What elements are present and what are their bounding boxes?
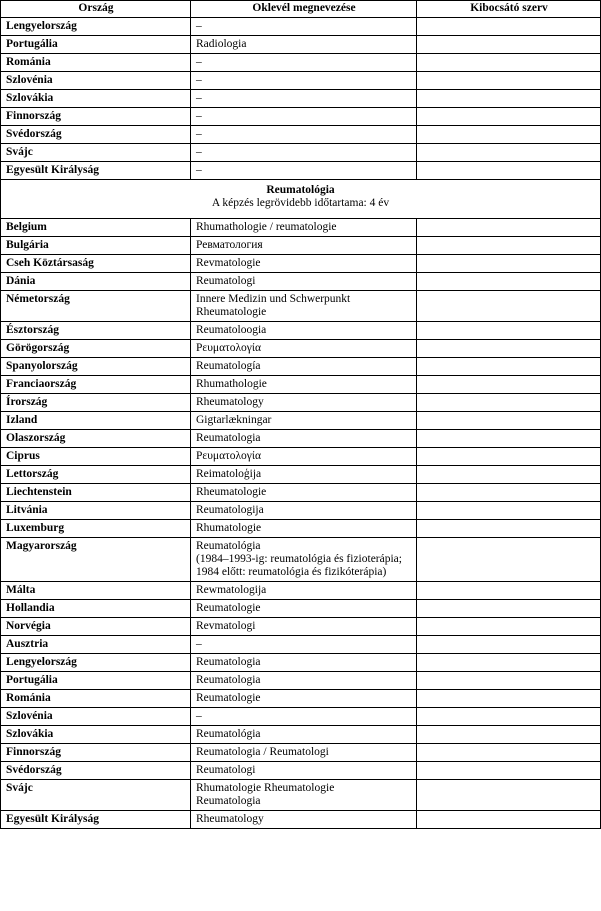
table-row: [1, 162, 601, 180]
issuer-cell: [417, 708, 601, 726]
diploma-cell: Reumatologi: [191, 762, 417, 780]
table-row: [1, 636, 601, 654]
country-cell: Svédország: [1, 126, 191, 144]
table-row: [1, 394, 601, 412]
issuer-cell: [417, 600, 601, 618]
diploma-cell: –: [191, 18, 417, 36]
country-cell: Ciprus: [1, 448, 191, 466]
table-row: [1, 520, 601, 538]
country-cell: Ausztria: [1, 636, 191, 654]
table-row: [1, 484, 601, 502]
table-row: [1, 273, 601, 291]
table-row: [1, 672, 601, 690]
country-cell: Szlovénia: [1, 708, 191, 726]
diploma-cell: Reumatologi: [191, 273, 417, 291]
table-row: [1, 237, 601, 255]
diploma-cell: Rewmatologija: [191, 582, 417, 600]
column-header-diploma: Oklevél megnevezése: [191, 1, 417, 18]
issuer-cell: [417, 340, 601, 358]
diploma-cell: Rheumatology: [191, 811, 417, 829]
country-cell: Cseh Köztársaság: [1, 255, 191, 273]
diploma-cell: –: [191, 162, 417, 180]
diploma-cell: Radiologia: [191, 36, 417, 54]
country-cell: Írország: [1, 394, 191, 412]
diploma-cell: Ρευματολογία: [191, 340, 417, 358]
table-row: [1, 376, 601, 394]
diploma-cell: Reumatologia / Reumatologi: [191, 744, 417, 762]
issuer-cell: [417, 582, 601, 600]
diploma-cell: Rhumatologie: [191, 520, 417, 538]
issuer-cell: [417, 811, 601, 829]
diploma-cell: Reumatologija: [191, 502, 417, 520]
issuer-cell: [417, 126, 601, 144]
country-cell: Lettország: [1, 466, 191, 484]
issuer-cell: [417, 654, 601, 672]
diploma-cell: Revmatologie: [191, 255, 417, 273]
table-row: [1, 811, 601, 829]
issuer-cell: [417, 538, 601, 582]
country-cell: Svájc: [1, 780, 191, 811]
diploma-cell: –: [191, 72, 417, 90]
issuer-cell: [417, 484, 601, 502]
issuer-cell: [417, 237, 601, 255]
diploma-cell: Reimatoloģija: [191, 466, 417, 484]
country-cell: Svájc: [1, 144, 191, 162]
diploma-cell: Ревматология: [191, 237, 417, 255]
country-cell: Egyesült Királyság: [1, 811, 191, 829]
country-cell: Liechtenstein: [1, 484, 191, 502]
country-cell: Egyesült Királyság: [1, 162, 191, 180]
diploma-cell: Reumatologie: [191, 690, 417, 708]
country-cell: Olaszország: [1, 430, 191, 448]
issuer-cell: [417, 394, 601, 412]
table-row: [1, 466, 601, 484]
table-row: [1, 54, 601, 72]
country-cell: Izland: [1, 412, 191, 430]
country-cell: Szlovákia: [1, 90, 191, 108]
table-row: [1, 726, 601, 744]
diploma-cell: Rheumatologie: [191, 484, 417, 502]
issuer-cell: [417, 219, 601, 237]
country-cell: Portugália: [1, 36, 191, 54]
diploma-cell: Reumatología: [191, 358, 417, 376]
diploma-cell: Innere Medizin und Schwerpunkt Rheumatologie: [191, 291, 417, 322]
country-cell: Luxemburg: [1, 520, 191, 538]
section-header-row: [1, 180, 601, 219]
table-row: [1, 744, 601, 762]
country-cell: Szlovákia: [1, 726, 191, 744]
table-row: [1, 144, 601, 162]
table-body-bottom: [1, 219, 601, 829]
diploma-cell: Reumatológia (1984–1993-ig: reumatológia és fizioterápia; 1984 előtt: reumatológia és fizikóterápia): [191, 538, 417, 582]
diploma-cell: –: [191, 108, 417, 126]
diploma-cell: Reumatologia: [191, 430, 417, 448]
issuer-cell: [417, 358, 601, 376]
column-header-country: Ország: [1, 1, 191, 18]
issuer-cell: [417, 690, 601, 708]
country-cell: Szlovénia: [1, 72, 191, 90]
country-cell: Dánia: [1, 273, 191, 291]
diploma-cell: Ρευματολογία: [191, 448, 417, 466]
country-cell: Románia: [1, 54, 191, 72]
country-cell: Németország: [1, 291, 191, 322]
diploma-cell: –: [191, 90, 417, 108]
table-row: [1, 90, 601, 108]
diploma-cell: –: [191, 708, 417, 726]
issuer-cell: [417, 90, 601, 108]
issuer-cell: [417, 618, 601, 636]
issuer-cell: [417, 144, 601, 162]
table-row: [1, 340, 601, 358]
country-cell: Málta: [1, 582, 191, 600]
issuer-cell: [417, 448, 601, 466]
table-row: [1, 412, 601, 430]
table-row: [1, 690, 601, 708]
table-row: [1, 430, 601, 448]
diploma-cell: Reumatologie: [191, 600, 417, 618]
country-cell: Litvánia: [1, 502, 191, 520]
diploma-cell: –: [191, 54, 417, 72]
issuer-cell: [417, 18, 601, 36]
issuer-cell: [417, 273, 601, 291]
table-row: [1, 126, 601, 144]
issuer-cell: [417, 430, 601, 448]
diploma-cell: –: [191, 636, 417, 654]
diploma-cell: Reumatológia: [191, 726, 417, 744]
table-row: [1, 448, 601, 466]
table-row: [1, 291, 601, 322]
diploma-cell: Rhumatologie Rheumatologie Reumatologia: [191, 780, 417, 811]
table-row: [1, 219, 601, 237]
diploma-cell: –: [191, 144, 417, 162]
diploma-cell: Rhumathologie: [191, 376, 417, 394]
country-cell: Spanyolország: [1, 358, 191, 376]
table-row: [1, 538, 601, 582]
table-row: [1, 322, 601, 340]
country-cell: Portugália: [1, 672, 191, 690]
country-cell: Belgium: [1, 219, 191, 237]
issuer-cell: [417, 255, 601, 273]
diploma-cell: Reumatologia: [191, 672, 417, 690]
issuer-cell: [417, 108, 601, 126]
country-cell: Románia: [1, 690, 191, 708]
issuer-cell: [417, 322, 601, 340]
table-row: [1, 18, 601, 36]
table-row: [1, 618, 601, 636]
table-row: [1, 600, 601, 618]
table-body-top: [1, 18, 601, 180]
country-cell: Lengyelország: [1, 654, 191, 672]
diploma-cell: Reumatologia: [191, 654, 417, 672]
table-row: [1, 582, 601, 600]
country-cell: Franciaország: [1, 376, 191, 394]
diploma-cell: Revmatologi: [191, 618, 417, 636]
diploma-cell: Rhumathologie / reumatologie: [191, 219, 417, 237]
diploma-cell: Reumatoloogia: [191, 322, 417, 340]
section-header-body: [1, 180, 601, 219]
table-row: [1, 36, 601, 54]
diploma-cell: –: [191, 126, 417, 144]
country-cell: Bulgária: [1, 237, 191, 255]
country-cell: Svédország: [1, 762, 191, 780]
issuer-cell: [417, 520, 601, 538]
table-row: [1, 762, 601, 780]
table-row: [1, 72, 601, 90]
table-row: [1, 108, 601, 126]
table-row: [1, 358, 601, 376]
table-row: [1, 654, 601, 672]
issuer-cell: [417, 36, 601, 54]
issuer-cell: [417, 780, 601, 811]
table-row: [1, 708, 601, 726]
issuer-cell: [417, 291, 601, 322]
diploma-cell: Rheumatology: [191, 394, 417, 412]
issuer-cell: [417, 672, 601, 690]
table-header-row: [1, 1, 601, 18]
table-row: [1, 255, 601, 273]
issuer-cell: [417, 762, 601, 780]
country-cell: Finnország: [1, 744, 191, 762]
issuer-cell: [417, 376, 601, 394]
issuer-cell: [417, 726, 601, 744]
issuer-cell: [417, 162, 601, 180]
issuer-cell: [417, 466, 601, 484]
country-cell: Lengyelország: [1, 18, 191, 36]
issuer-cell: [417, 72, 601, 90]
country-cell: Finnország: [1, 108, 191, 126]
section-subtitle: A képzés legrövidebb időtartama: 4 év: [211, 197, 390, 209]
issuer-cell: [417, 412, 601, 430]
section-header-cell: [1, 180, 601, 219]
issuer-cell: [417, 502, 601, 520]
issuer-cell: [417, 744, 601, 762]
column-header-issuer: Kibocsátó szerv: [417, 1, 601, 18]
country-cell: Magyarország: [1, 538, 191, 582]
issuer-cell: [417, 54, 601, 72]
country-cell: Görögország: [1, 340, 191, 358]
issuer-cell: [417, 636, 601, 654]
diploma-cell: Gigtarlækningar: [191, 412, 417, 430]
table-row: [1, 780, 601, 811]
country-cell: Norvégia: [1, 618, 191, 636]
table-row: [1, 502, 601, 520]
section-title: Reumatológia: [266, 184, 335, 196]
country-cell: Hollandia: [1, 600, 191, 618]
country-cell: Észtország: [1, 322, 191, 340]
